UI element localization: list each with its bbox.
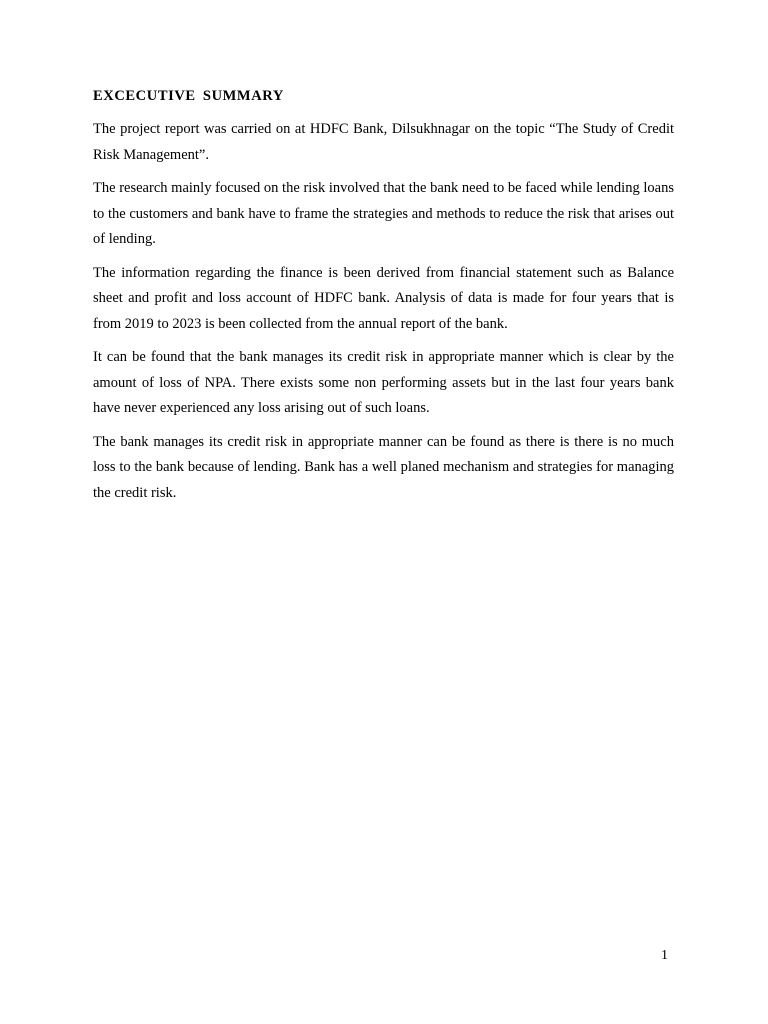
paragraph-conclusion: The bank manages its credit risk in appropriate manner can be found as there is there is no much loss to the bank because of lending. Bank has a well planed mechanism and strategies for managing the credit risk. [93,433,674,501]
page-content [93,86,674,514]
paragraph-research-focus: The research mainly focused on the risk involved that the bank need to be faced while lending loans to the customers and bank have to frame the strategies and methods to reduce the risk that arises out of lending. [93,180,674,247]
paragraph-finance-information: The information regarding the finance is been derived from financial statement such as Balance sheet and profit and loss account of HDFC bank. Analysis of data is made for four years that is from 2019 to 2023 is been collected from the annual report of the bank. [93,264,674,332]
section-heading: EXCECUTIVE SUMMARY [93,88,284,104]
page-number: 1 [661,948,668,963]
paragraph-credit-risk-findings: It can be found that the bank manages its credit risk in appropriate manner which is clear by the amount of loss of NPA. There exists some non performing assets but in the last four years bank have never experienced any loss arising out of such loans. [93,349,674,416]
paragraph-project-report: The project report was carried on at HDFC Bank, Dilsukhnagar on the topic “The Study of Credit Risk Management”. [93,121,674,163]
